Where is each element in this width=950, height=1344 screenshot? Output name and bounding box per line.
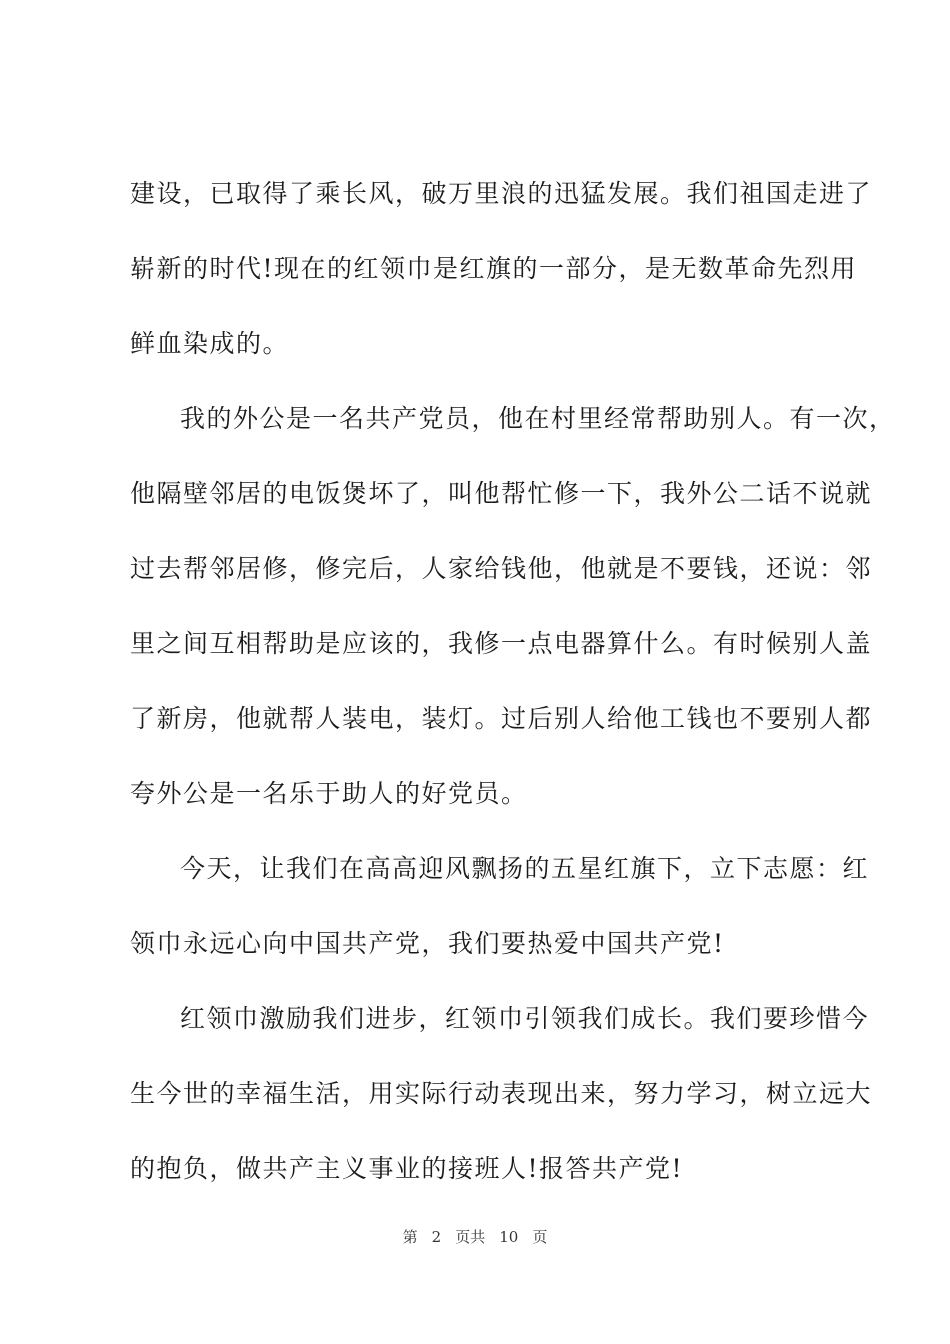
paragraph-line: 今天，让我们在高高迎风飘扬的五星红旗下，立下志愿：红 (180, 854, 870, 883)
page-number-footer (0, 1226, 950, 1247)
paragraph-line: 的抱负，做共产主义事业的接班人!报答共产党! (130, 1154, 684, 1183)
paragraph-line: 我的外公是一名共产党员，他在村里经常帮助别人。有一次， (180, 404, 896, 433)
page-middle: 页共 (455, 1228, 486, 1246)
paragraph-line: 鲜血染成的。 (130, 329, 290, 358)
paragraph-line: 了新房，他就帮人装电，装灯。过后别人给他工钱也不要别人都 (130, 704, 873, 733)
paragraph-line: 红领巾激励我们进步，红领巾引领我们成长。我们要珍惜今 (180, 1004, 870, 1033)
page-prefix: 第 (402, 1228, 418, 1246)
paragraph-line: 过去帮邻居修，修完后，人家给钱他，他就是不要钱，还说：邻 (130, 554, 873, 583)
paragraph-line: 他隔壁邻居的电饭煲坏了，叫他帮忙修一下，我外公二话不说就 (130, 479, 873, 508)
paragraph-line: 夸外公是一名乐于助人的好党员。 (130, 779, 528, 808)
paragraph-line: 里之间互相帮助是应该的，我修一点电器算什么。有时候别人盖 (130, 629, 873, 658)
page-current: 2 (431, 1228, 442, 1246)
paragraph-line: 生今世的幸福生活，用实际行动表现出来，努力学习，树立远大 (130, 1079, 873, 1108)
page-total: 10 (499, 1228, 519, 1246)
paragraph-line: 崭新的时代!现在的红领巾是红旗的一部分，是无数革命先烈用 (130, 254, 858, 283)
paragraph-line: 领巾永远心向中国共产党，我们要热爱中国共产党! (130, 929, 725, 958)
page-suffix: 页 (532, 1228, 548, 1246)
paragraph-line: 建设，已取得了乘长风，破万里浪的迅猛发展。我们祖国走进了 (130, 179, 873, 208)
